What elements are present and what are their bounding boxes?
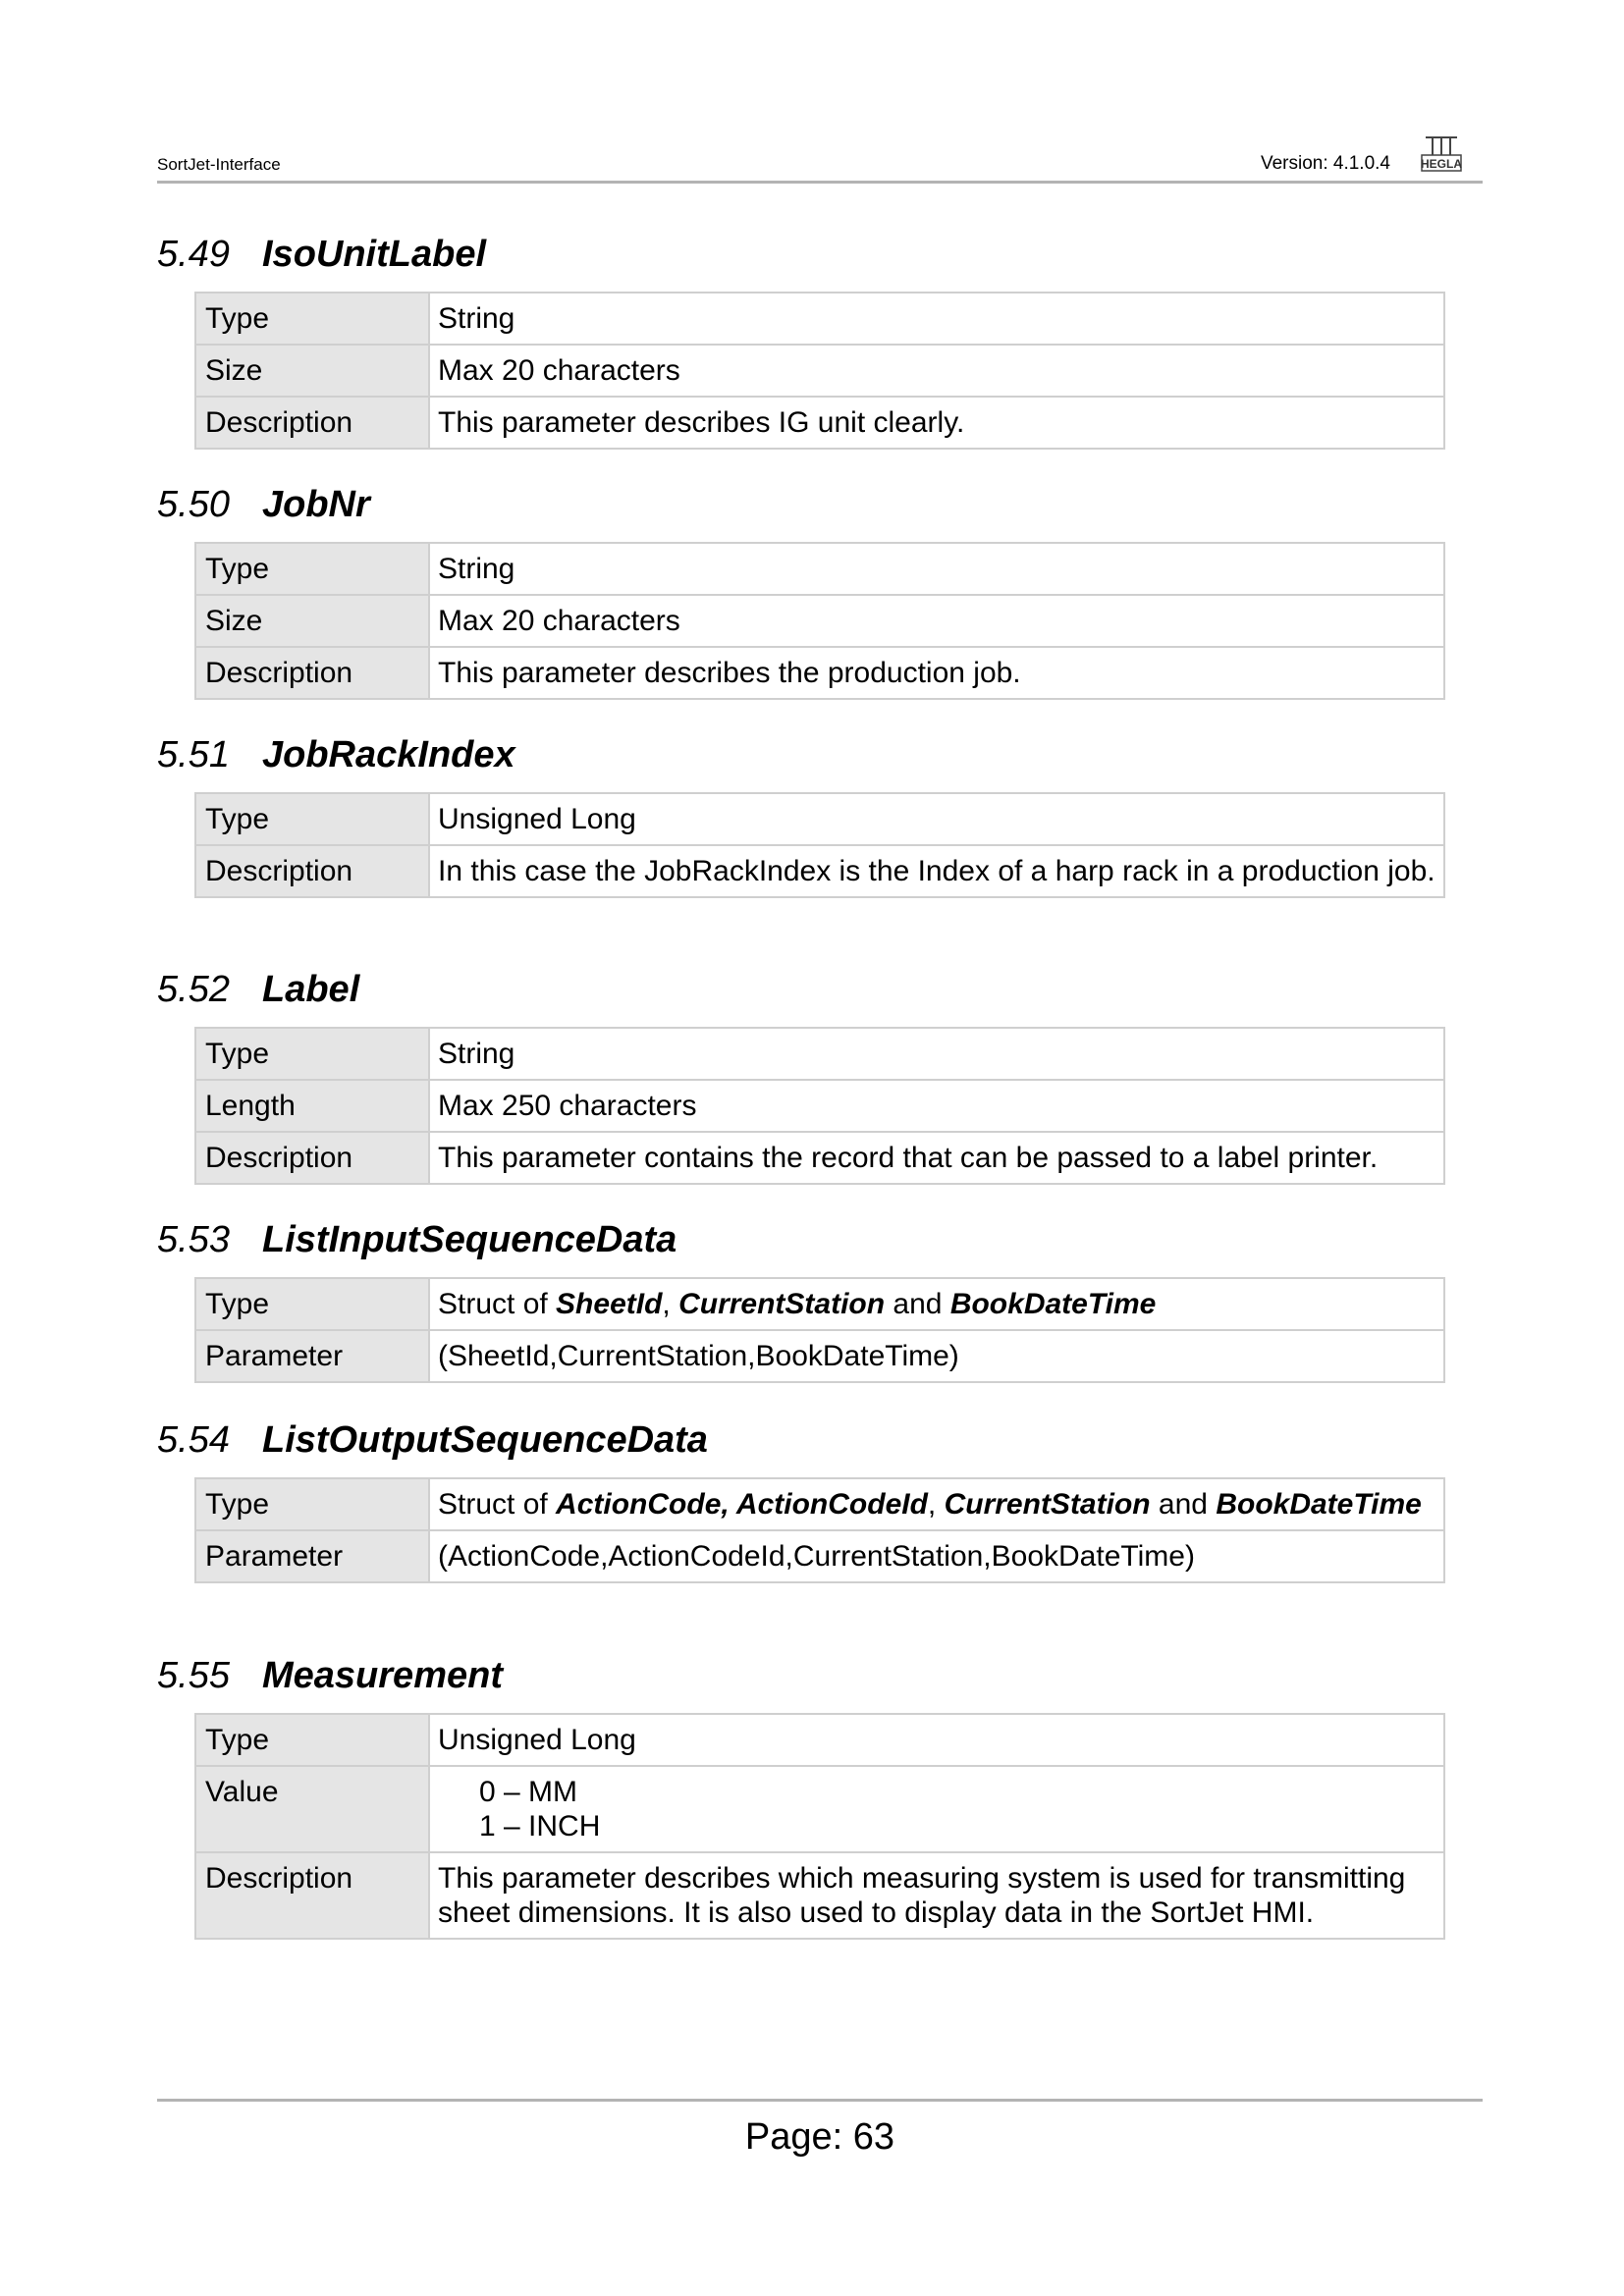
parameter-table	[194, 1713, 1445, 1940]
table-row: Type Unsigned Long	[195, 1714, 1444, 1766]
table-row: Description In this case the JobRackIndex is the Index of a harp rack in a production job.	[195, 845, 1444, 897]
parameter-table	[194, 792, 1445, 898]
table-row: Description This parameter describes IG unit clearly.	[195, 397, 1444, 449]
table-row: Length Max 250 characters	[195, 1080, 1444, 1132]
table-row: Type Struct of ActionCode, ActionCodeId, CurrentStation and BookDateTime	[195, 1478, 1444, 1530]
parameter-table	[194, 1027, 1445, 1185]
value-item: 1 – INCH	[479, 1810, 601, 1842]
table-row: Description This parameter describes which measuring system is used for transmitting sheet dimensions. It is also used to display data in the SortJet HMI.	[195, 1852, 1444, 1939]
table-row: Value 0 – MM 1 – INCH	[195, 1766, 1444, 1852]
table-row: Size Max 20 characters	[195, 345, 1444, 397]
section-title: 5.55 Measurement	[157, 1655, 503, 1696]
hegla-logo-icon	[1420, 135, 1463, 173]
parameter-table	[194, 1477, 1445, 1583]
table-row: Description This parameter contains the record that can be passed to a label printer.	[195, 1132, 1444, 1184]
page-number: Page: 63	[744, 2116, 895, 2158]
page-header	[157, 147, 1483, 184]
value-item: 0 – MM	[479, 1776, 578, 1808]
table-row: Parameter (SheetId,CurrentStation,BookDateTime)	[195, 1330, 1444, 1382]
parameter-table	[194, 1277, 1445, 1383]
section-listinputsequencedata	[157, 1216, 1443, 1372]
section-title: 5.52 Label	[157, 969, 360, 1010]
document-title: SortJet-Interface	[157, 155, 281, 174]
section-title: 5.49 IsoUnitLabel	[157, 234, 487, 275]
version-label: Version: 4.1.0.4	[1260, 153, 1390, 174]
table-row: Type String	[195, 293, 1444, 345]
parameter-table	[194, 292, 1445, 450]
section-jobnr	[157, 481, 1443, 689]
table-row: Type Unsigned Long	[195, 793, 1444, 845]
section-title: 5.51 JobRackIndex	[157, 734, 515, 775]
svg-text:HEGLA: HEGLA	[1421, 157, 1462, 171]
section-listoutputsequencedata	[157, 1416, 1443, 1573]
footer-divider	[157, 2099, 1483, 2102]
section-measurement	[157, 1652, 1443, 1929]
section-label	[157, 966, 1443, 1174]
section-title: 5.53 ListInputSequenceData	[157, 1219, 677, 1260]
section-title: 5.54 ListOutputSequenceData	[157, 1419, 708, 1461]
section-jobrackindex	[157, 731, 1443, 887]
table-row: Type String	[195, 1028, 1444, 1080]
parameter-table	[194, 542, 1445, 700]
table-row: Type Struct of SheetId, CurrentStation and BookDateTime	[195, 1278, 1444, 1330]
table-row: Parameter (ActionCode,ActionCodeId,CurrentStation,BookDateTime)	[195, 1530, 1444, 1582]
section-isounitlabel	[157, 231, 1443, 439]
section-title: 5.50 JobNr	[157, 484, 370, 525]
table-row: Size Max 20 characters	[195, 595, 1444, 647]
table-row: Description This parameter describes the production job.	[195, 647, 1444, 699]
table-row: Type String	[195, 543, 1444, 595]
